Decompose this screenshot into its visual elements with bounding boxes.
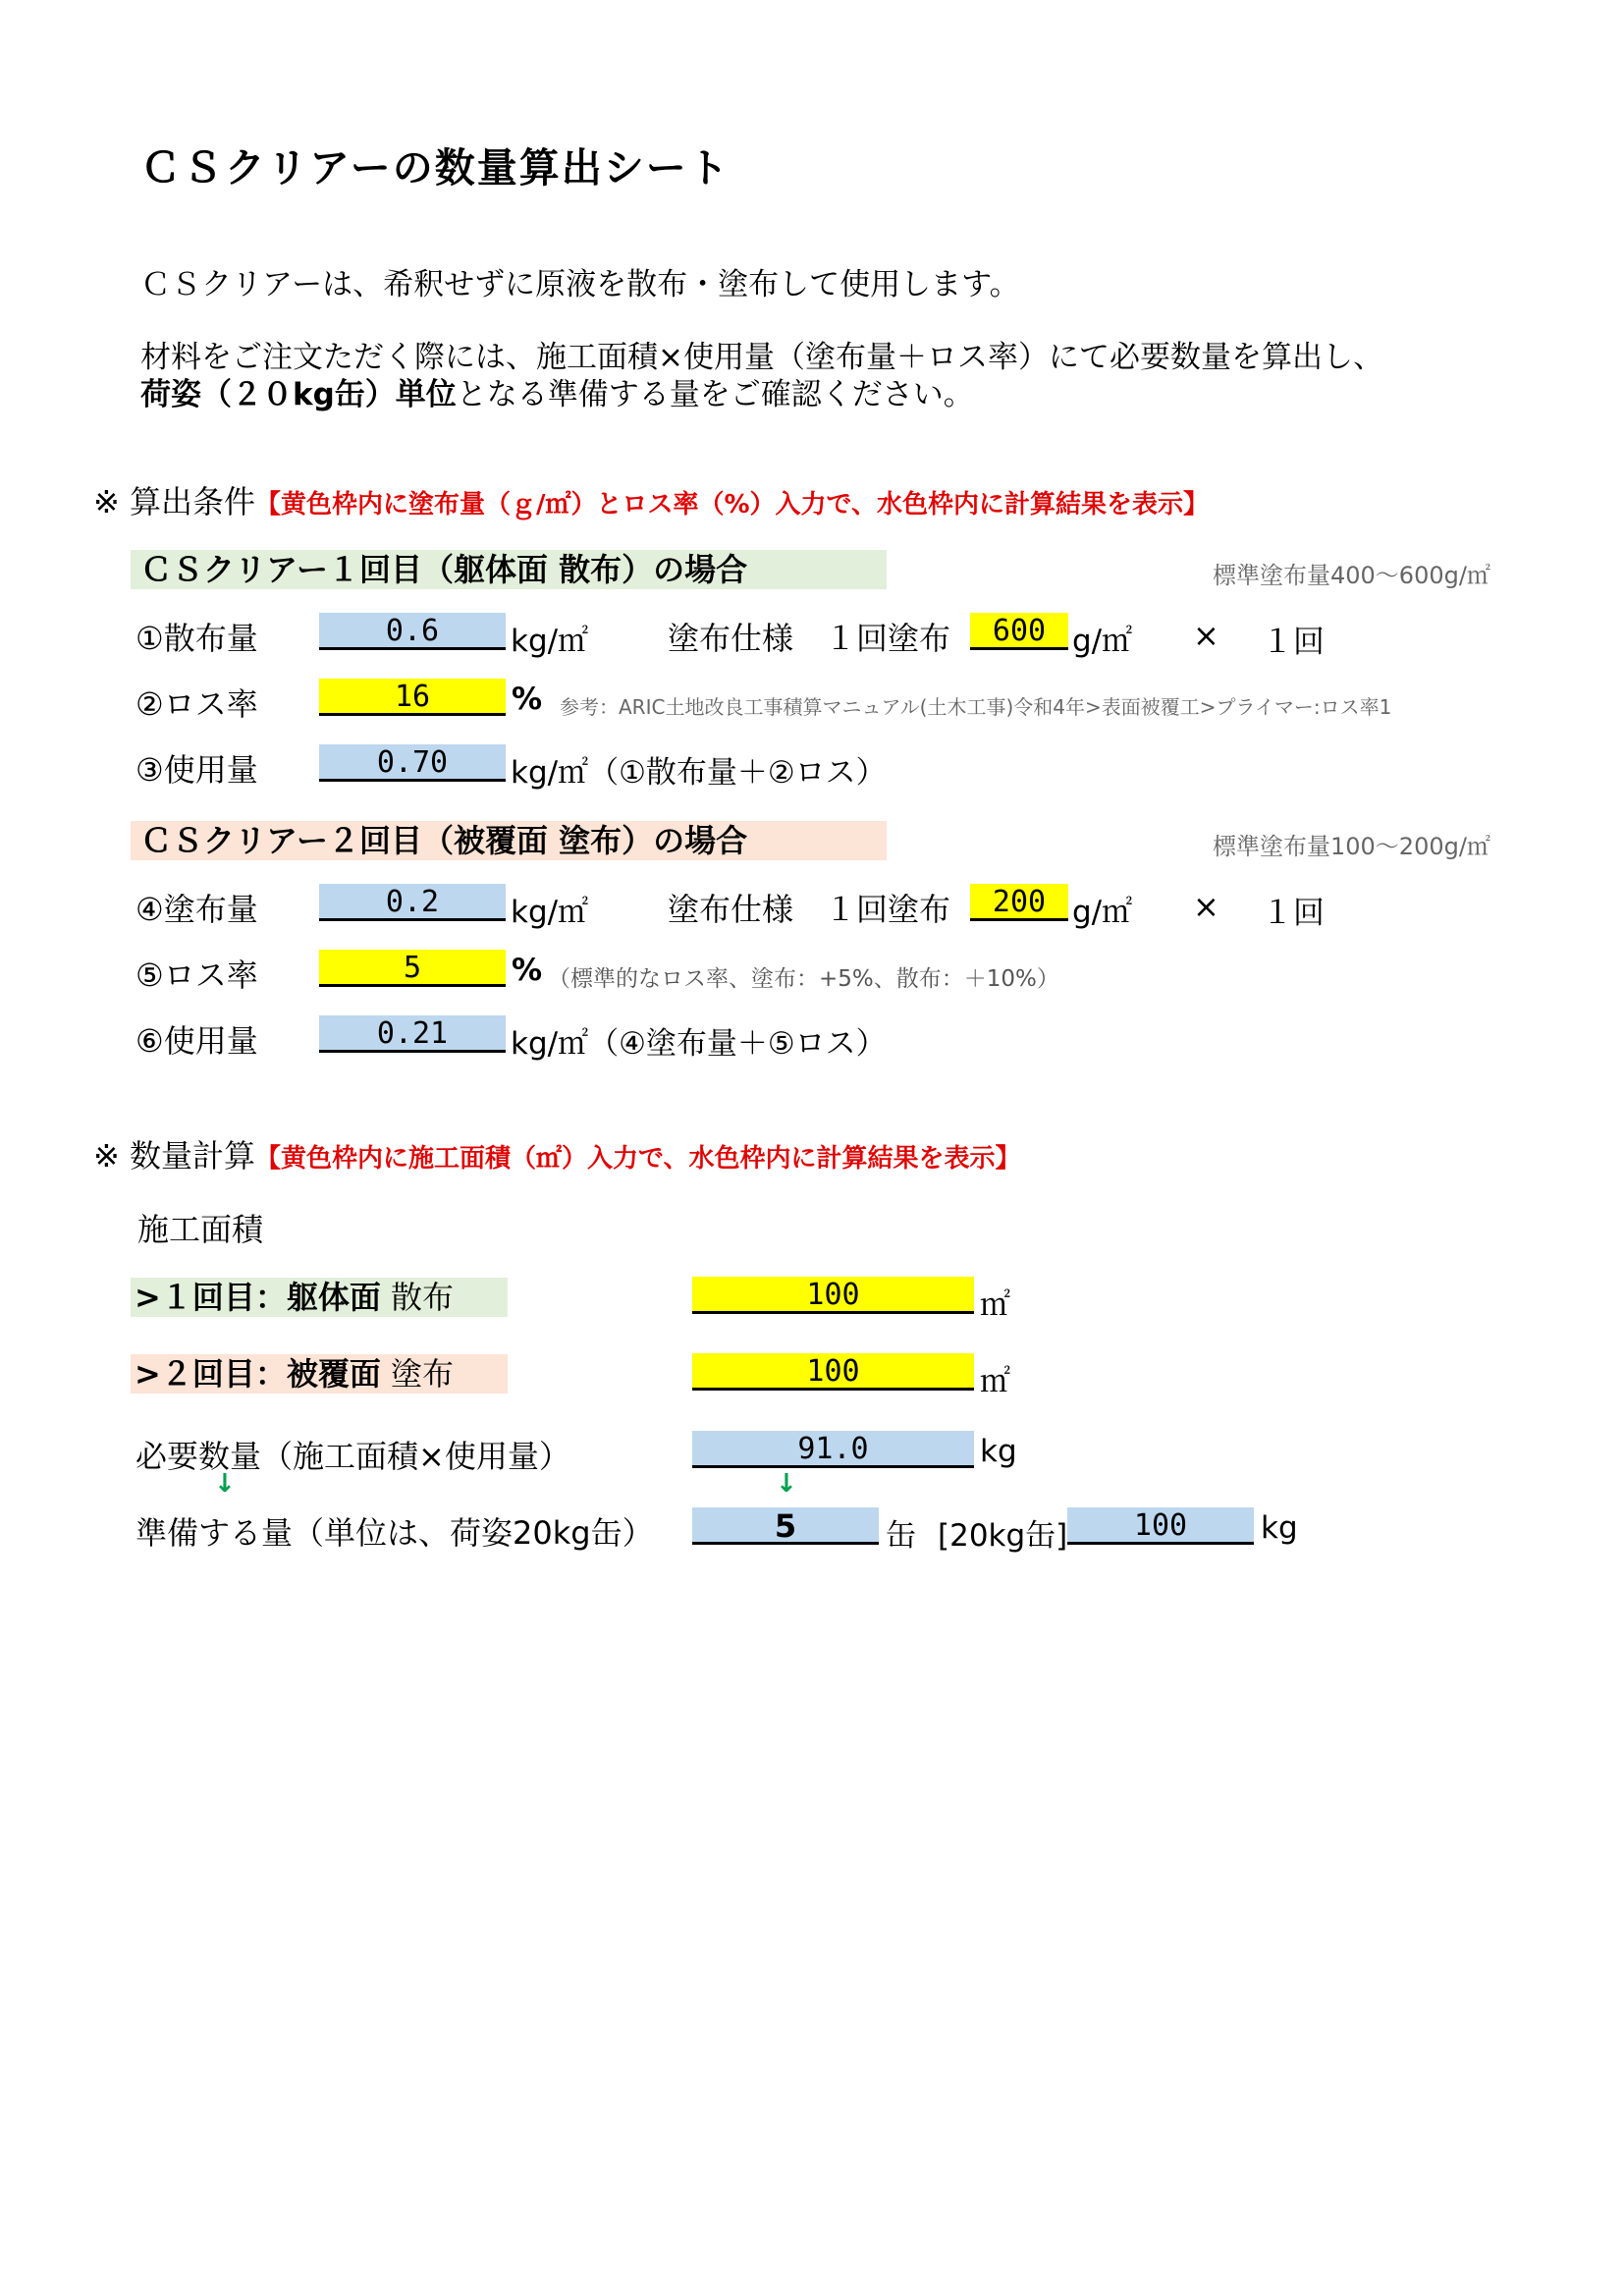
coat2-loss-unit: % <box>512 953 543 988</box>
area2-unit: ㎡ <box>980 1364 1010 1399</box>
coat1-usage-note: （①散布量＋②ロス） <box>588 755 887 791</box>
prepare-cans-value: 5 <box>692 1507 879 1545</box>
coat2-usage-unit-text: kg/㎡ <box>511 1026 589 1062</box>
area2-label-suffix: 塗布 <box>391 1355 455 1393</box>
coat1-standard: 標準塗布量400～600g/㎡ <box>1213 562 1490 589</box>
coat1-loss-input[interactable]: 16 <box>319 679 506 716</box>
coat1-loss-unit: % <box>512 682 543 717</box>
intro-line-1: ＣＳクリアーは、希釈せずに原液を散布・塗布して使用します。 <box>140 267 1020 302</box>
coat1-times-text: １回 <box>1262 623 1326 660</box>
coat2-rate-value: 0.2 <box>319 884 506 921</box>
coat1-loss-reference: 参考：ARIC土地改良工事積算マニュアル(土木工事)令和4年>表面被覆工>プライマー:ロス率1 <box>560 695 1392 719</box>
area-heading: 施工面積 <box>137 1211 264 1248</box>
down-arrow-icon: ↓ <box>214 1469 236 1499</box>
conditions-instruction: 【黄色枠内に塗布量（ｇ/㎡）とロス率（%）入力で、水色枠内に計算結果を表示】 <box>255 490 1210 519</box>
prepare-pack-label: [20kg缶] <box>938 1518 1068 1554</box>
conditions-heading-text: 算出条件 <box>129 483 255 520</box>
coat1-spec-unit: g/㎡ <box>1072 624 1133 659</box>
coat1-usage-unit <box>511 747 887 792</box>
coat2-rate-unit: kg/㎡ <box>511 895 589 930</box>
coat1-usage-unit-text: kg/㎡ <box>511 755 589 791</box>
intro-line-2: 材料をご注文ただく際には、施工面積×使用量（塗布量＋ロス率）にて必要数量を算出し、 <box>140 340 1383 375</box>
coat2-rate-label: ④塗布量 <box>135 891 258 928</box>
coat1-spec-input[interactable]: 600 <box>970 613 1068 650</box>
area1-label-suffix: 散布 <box>391 1279 455 1316</box>
area2-band <box>131 1354 508 1394</box>
coat2-times-symbol: × <box>1193 888 1219 925</box>
area2-input[interactable]: 100 <box>692 1353 974 1391</box>
coat2-loss-input[interactable]: 5 <box>319 950 506 987</box>
area1-band <box>131 1278 508 1317</box>
required-unit: kg <box>980 1434 1017 1469</box>
coat2-spec-unit: g/㎡ <box>1072 895 1133 930</box>
area2-label-prefix: >２回目：被覆面 <box>135 1355 381 1393</box>
coat2-band: ＣＳクリアー２回目（被覆面 塗布）の場合 <box>131 821 887 860</box>
area1-input[interactable]: 100 <box>692 1277 974 1314</box>
intro-line-3-bold: 荷姿（２０kg缶）単位 <box>140 377 457 412</box>
coat1-band: ＣＳクリアー１回目（躯体面 散布）の場合 <box>131 550 887 589</box>
coat1-usage-label: ③使用量 <box>135 751 258 789</box>
coat2-loss-label: ⑤ロス率 <box>135 957 258 994</box>
coat2-spec-label: 塗布仕様 １回塗布 <box>668 891 951 928</box>
note-mark: ※ <box>93 1137 120 1175</box>
coat2-times-text: １回 <box>1262 894 1326 931</box>
prepare-cans-unit: 缶 <box>886 1518 916 1554</box>
prepare-kg-value: 100 <box>1067 1507 1254 1545</box>
required-value: 91.0 <box>692 1431 974 1468</box>
coat2-usage-value: 0.21 <box>319 1015 506 1053</box>
quantity-heading-text: 数量計算 <box>129 1137 255 1175</box>
prepare-label: 準備する量（単位は、荷姿20kg缶） <box>135 1514 654 1552</box>
area1-label-prefix: >１回目：躯体面 <box>135 1279 381 1316</box>
coat2-usage-label: ⑥使用量 <box>135 1022 258 1060</box>
coat1-rate-unit: kg/㎡ <box>511 624 589 659</box>
down-arrow-icon: ↓ <box>776 1469 797 1499</box>
coat2-loss-note: （標準的なロス率、塗布：+5%、散布：＋10%） <box>548 966 1059 992</box>
intro-line-3-rest: となる準備する量をご確認ください。 <box>456 377 974 412</box>
coat2-spec-input[interactable]: 200 <box>970 884 1068 921</box>
coat2-standard: 標準塗布量100～200g/㎡ <box>1213 833 1490 860</box>
conditions-heading <box>93 477 1209 522</box>
coat1-times-symbol: × <box>1193 617 1219 654</box>
quantity-instruction: 【黄色枠内に施工面積（㎡）入力で、水色枠内に計算結果を表示】 <box>255 1144 1021 1174</box>
coat1-rate-value: 0.6 <box>319 613 506 650</box>
coat1-loss-label: ②ロス率 <box>135 685 258 723</box>
coat1-rate-label: ①散布量 <box>135 620 258 657</box>
coat1-usage-value: 0.70 <box>319 744 506 782</box>
intro-line-3 <box>140 369 974 413</box>
coat2-usage-note: （④塗布量＋⑤ロス） <box>588 1026 887 1062</box>
coat1-spec-label: 塗布仕様 １回塗布 <box>668 620 951 657</box>
quantity-heading <box>93 1131 1020 1176</box>
page-title: ＣＳクリアーの数量算出シート <box>140 144 731 191</box>
area1-unit: ㎡ <box>980 1287 1010 1323</box>
required-label: 必要数量（施工面積×使用量） <box>135 1438 570 1475</box>
coat2-usage-unit <box>511 1018 887 1063</box>
prepare-kg-unit: kg <box>1261 1510 1298 1546</box>
note-mark: ※ <box>93 483 120 520</box>
